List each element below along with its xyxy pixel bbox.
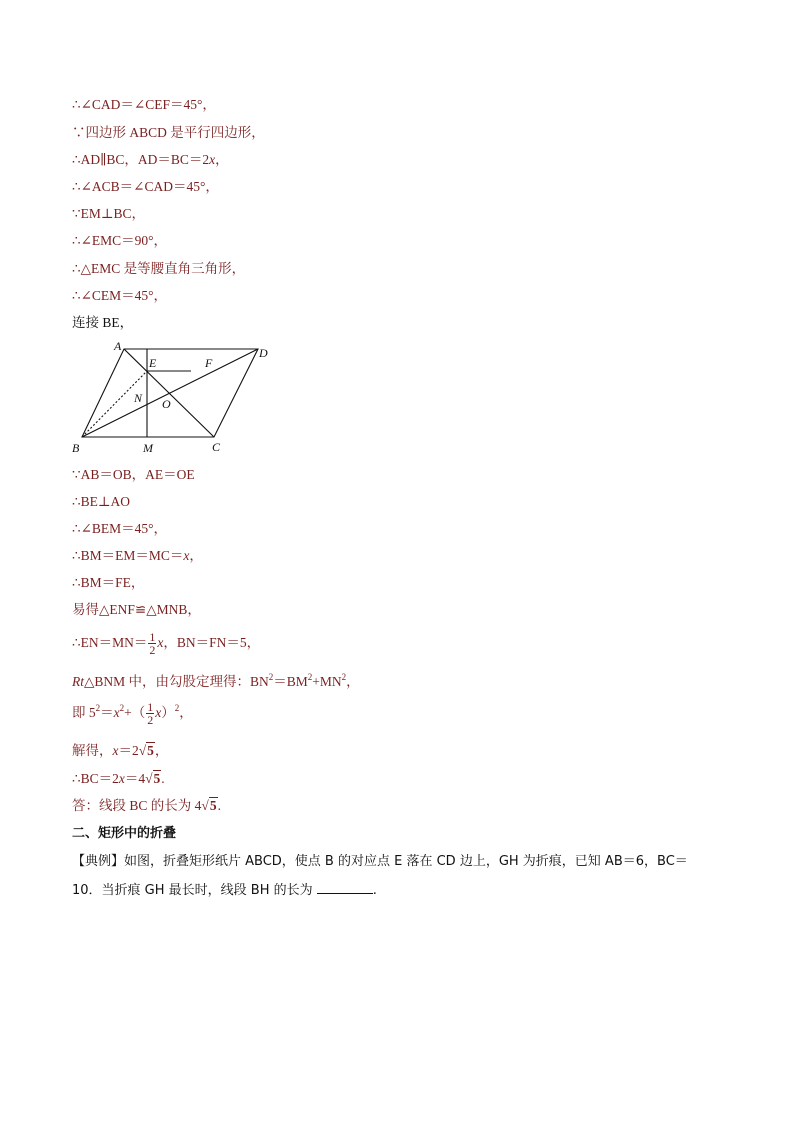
- exponent: 2: [174, 703, 180, 713]
- label-o: O: [162, 397, 171, 411]
- proof-line-3: [72, 151, 229, 169]
- variable: x: [157, 635, 164, 650]
- variable: x: [183, 548, 190, 563]
- numerator: 1: [147, 700, 154, 715]
- proof-line-21: [72, 797, 221, 815]
- text-segment: 答：线段 BC 的长为 4: [72, 798, 202, 813]
- exponent: 2: [307, 672, 313, 682]
- radicand: 5: [147, 743, 154, 758]
- proof-line-8: ∴∠CEM＝45°，: [72, 288, 168, 303]
- text-segment: 即 5: [72, 705, 96, 720]
- proof-line-1: ∴∠CAD＝∠CEF＝45°，: [72, 97, 216, 112]
- proof-line-13: [72, 547, 203, 565]
- variable: x: [113, 705, 120, 720]
- text-segment: +（: [124, 705, 146, 720]
- text-segment: ，: [346, 674, 360, 689]
- denominator: 2: [149, 643, 156, 658]
- label-a: A: [114, 339, 122, 353]
- proof-line-17: [72, 673, 360, 692]
- proof-line-15: 易得△ENF≌△MNB，: [72, 602, 201, 617]
- variable: x: [209, 152, 216, 167]
- text-segment: ，BN＝FN＝5，: [163, 635, 261, 650]
- exponent: 2: [95, 703, 101, 713]
- sqrt-symbol: √: [201, 798, 209, 813]
- text-segment: ∴EN＝MN＝: [72, 635, 148, 650]
- label-c: C: [212, 440, 221, 454]
- text-segment: ∴BM＝EM＝MC＝: [72, 548, 184, 563]
- variable: x: [155, 705, 162, 720]
- fraction-half: [146, 701, 154, 726]
- numerator: 1: [149, 630, 156, 645]
- proof-line-14: ∴BM＝FE，: [72, 575, 145, 590]
- answer-blank[interactable]: [317, 881, 373, 894]
- proof-line-7: ∴△EMC 是等腰直角三角形，: [72, 261, 246, 276]
- radicand: 5: [209, 798, 217, 813]
- text-segment: ∴BC＝2: [72, 771, 119, 786]
- proof-line-10: ∵AB＝OB，AE＝OE: [72, 467, 195, 482]
- variable: x: [118, 771, 125, 786]
- diagonal-bd: [82, 349, 258, 437]
- label-m: M: [143, 441, 153, 455]
- proof-line-2: ∵四边形 ABCD 是平行四边形，: [72, 125, 265, 140]
- text-segment: ＝: [100, 705, 114, 720]
- label-e: E: [149, 356, 157, 370]
- text-segment: .: [161, 771, 165, 786]
- text-segment: △BNM 中，由勾股定理得：BN: [84, 674, 269, 689]
- text-segment: ，: [154, 743, 169, 758]
- proof-line-20: [72, 770, 165, 788]
- text-segment: ，: [179, 705, 193, 720]
- parallelogram-diagram: [66, 336, 286, 460]
- label-n: N: [134, 391, 143, 405]
- proof-line-12: ∴∠BEM＝45°，: [72, 521, 168, 536]
- exponent: 2: [119, 703, 125, 713]
- proof-line-19: [72, 742, 168, 760]
- proof-line-11: ∴BE⊥AO: [72, 494, 131, 509]
- text-segment: +MN: [312, 674, 342, 689]
- text-segment: ）: [161, 705, 175, 720]
- radicand: 5: [153, 771, 161, 786]
- exponent: 2: [341, 672, 347, 682]
- label-f: F: [205, 356, 213, 370]
- proof-line-9: 连接 BE，: [72, 315, 134, 330]
- text-segment: ∴AD∥BC，AD＝BC＝2: [72, 152, 210, 167]
- example-line-1: 【典例】如图，折叠矩形纸片 ABCD，使点 B 的对应点 E 落在 CD 边上，GH 为折痕，已知 AB＝6，BC＝: [72, 854, 688, 869]
- proof-line-18: [72, 700, 193, 727]
- proof-line-6: ∴∠EMC＝90°，: [72, 233, 168, 248]
- variable: x: [112, 743, 119, 758]
- text-segment: .: [372, 883, 377, 898]
- text-segment: ，: [189, 548, 203, 563]
- text-segment: ＝BM: [273, 674, 308, 689]
- fraction-half: [148, 631, 156, 656]
- proof-line-16: [72, 630, 260, 656]
- proof-line-5: ∵EM⊥BC，: [72, 206, 146, 221]
- sqrt-symbol: √: [145, 771, 153, 786]
- section-heading: 二、矩形中的折叠: [72, 826, 177, 841]
- text-segment: ＝2: [118, 743, 139, 758]
- example-line-2: [72, 881, 377, 900]
- label-b: B: [72, 441, 80, 455]
- text-segment: ，: [215, 152, 229, 167]
- sqrt-symbol: √: [138, 743, 147, 758]
- label-d: D: [259, 346, 268, 360]
- text-segment: 10．当折痕 GH 最长时，线段 BH 的长为: [72, 883, 317, 898]
- text-segment: ＝4: [124, 771, 146, 786]
- text-segment: .: [217, 798, 221, 813]
- denominator: 2: [147, 713, 154, 728]
- exponent: 2: [268, 672, 274, 682]
- text-segment: 解得，: [72, 743, 113, 758]
- proof-line-4: ∴∠ACB＝∠CAD＝45°，: [72, 179, 219, 194]
- text-segment: Rt: [72, 674, 84, 689]
